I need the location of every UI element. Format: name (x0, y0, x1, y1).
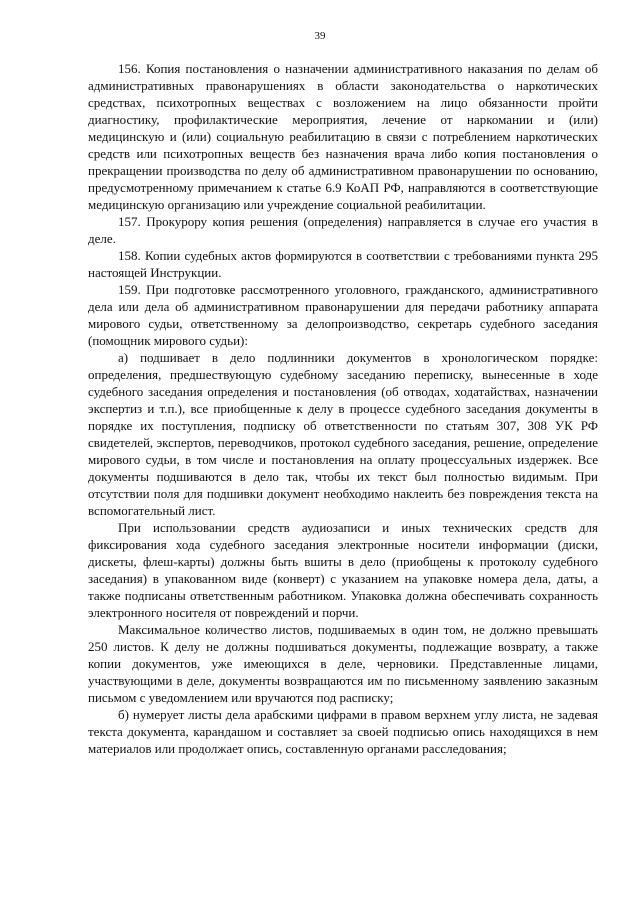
paragraph-max-sheets: Максимальное количество листов, подшиваемых в один том, не должно превышать 250 листов. К делу не должны подшиваться документы, подлежащие возврату, а также копии документов, уже имеющихся в деле, черновики. Представленные лицами, участвующими в деле, документы возвращаются им по письменному заявлению заказным письмом с уведомлением или вручаются под расписку; (88, 622, 598, 705)
paragraph-157: 157. Прокурору копия решения (определения) направляется в случае его участия в деле. (88, 214, 598, 246)
paragraph-audio-recording: При использовании средств аудиозаписи и иных технических средств для фиксирования хода судебного заседания электронные носители информации (диски, дискеты, флеш-карты) должны быть вшиты в дело (приобщены к протоколу судебного заседания) в упакованном виде (конверт) с указанием на упаковке номера дела, даты, а также подписаны ответственным работником. Упаковка должна обеспечивать сохранность электронного носителя от повреждений и порчи. (88, 520, 598, 620)
paragraph-156: 156. Копия постановления о назначении административного наказания по делам об административных правонарушениях в области законодательства о наркотических средствах, психотропных веществах с возложением на лицо обязанности пройти диагностику, профилактические мероприятия, лечение от наркомании и (или) медицинскую и (или) социальную реабилитацию в связи с потреблением наркотических средств или психотропных веществ без назначения врача либо копия постановления о прекращении производства по делу об административном правонарушении по основанию, предусмотренному примечанием к статье 6.9 КоАП РФ, направляются в соответствующие медицинскую организацию или учреждение социальной реабилитации. (88, 61, 598, 212)
paragraph-159: 159. При подготовке рассмотренного уголовного, гражданского, административного дела или дела об административном правонарушении для передачи работнику аппарата мирового судьи, ответственному за делопроизводство, секретарь судебного заседания (помощник мирового судьи): (88, 282, 598, 348)
page-number: 39 (314, 30, 326, 42)
document-body (88, 60, 598, 757)
paragraph-159-b: б) нумерует листы дела арабскими цифрами в правом верхнем углу листа, не задевая текста документа, карандашом и составляет за своей подписью опись находящихся в нем материалов или продолжает опись, составленную органами расследования; (88, 707, 598, 756)
paragraph-159-a: а) подшивает в дело подлинники документов в хронологическом порядке: определения, предшествующую судебному заседанию переписку, вынесенные в ходе судебного заседания определения и постановления (об отводах, ходатайствах, назначении экспертиз и т.п.), все приобщенные к делу в процессе судебного заседания документы в порядке их поступления, подписку об ответственности по статьям 307, 308 УК РФ свидетелей, экспертов, переводчиков, протокол судебного заседания, решение, определение мирового судьи, в том числе и постановления на оплату процессуальных издержек. Все документы подшиваются в дело так, чтобы их текст был полностью видимым. При отсутствии поля для подшивки документ необходимо наклеить без повреждения текста на вспомогательный лист. (88, 350, 598, 518)
paragraph-158: 158. Копии судебных актов формируются в соответствии с требованиями пункта 295 настоящей Инструкции. (88, 248, 598, 280)
